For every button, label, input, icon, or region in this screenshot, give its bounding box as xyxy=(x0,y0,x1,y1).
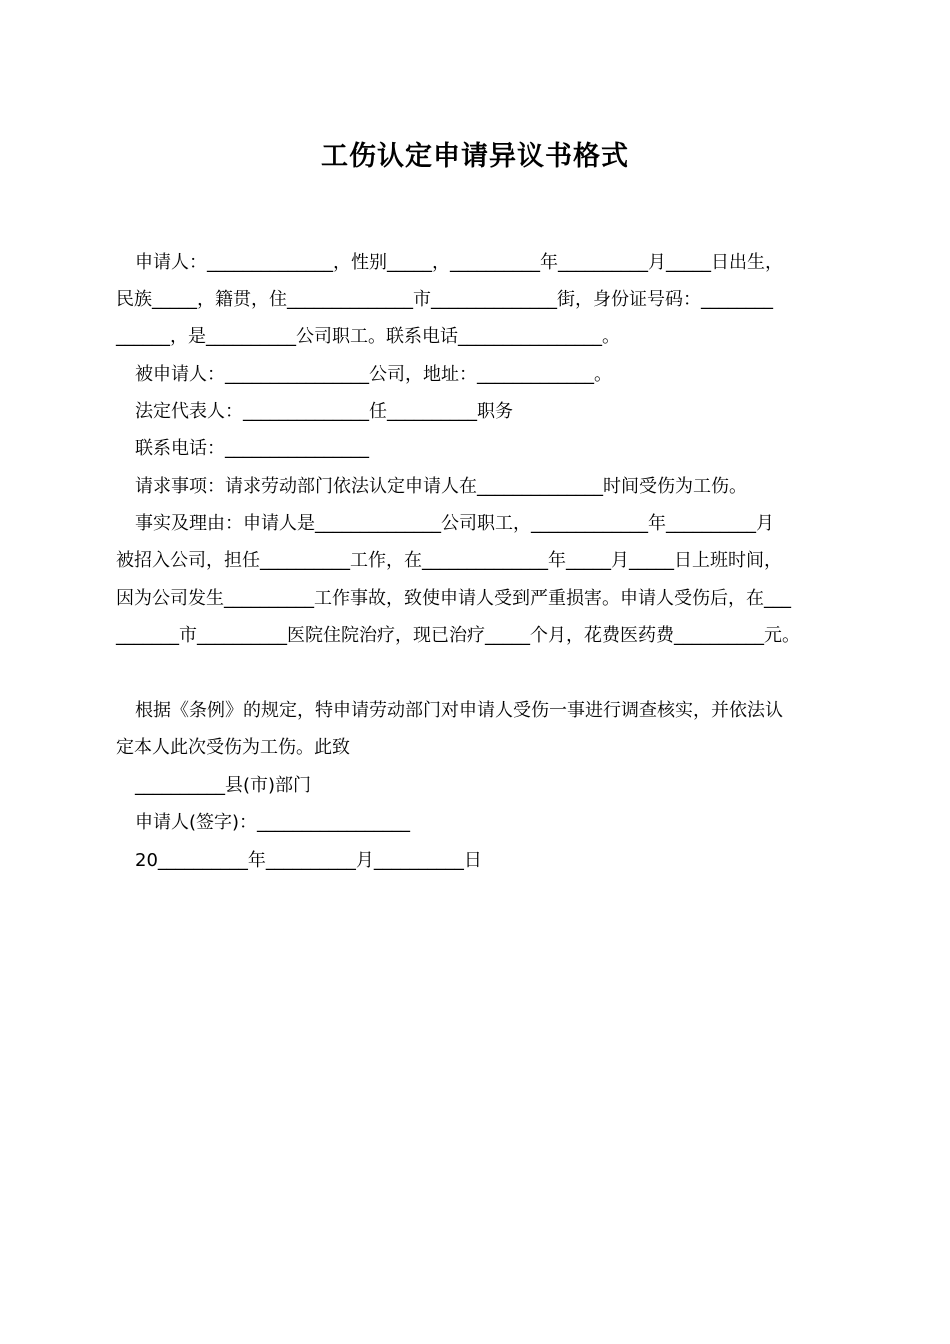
basis-line-1: 根据《条例》的规定，特申请劳动部门对申请人受伤一事进行调查核实，并依法认 xyxy=(135,700,783,721)
document-title: 工伤认定申请异议书格式 xyxy=(321,141,629,172)
basis-line-2: 定本人此次受伤为工伤。此致 xyxy=(116,737,350,758)
legal-representative-line: 法定代表人：______________任__________职务 xyxy=(135,401,513,422)
applicant-info-line-3: ______，是__________公司职工。联系电话________________。 xyxy=(116,326,620,347)
date-line: 20__________年__________月__________日 xyxy=(135,850,482,871)
contact-phone-line: 联系电话：________________ xyxy=(135,438,369,459)
request-line: 请求事项：请求劳动部门依法认定申请人在______________时间受伤为工伤。 xyxy=(135,476,747,497)
recipient-department-line: __________县(市)部门 xyxy=(135,775,312,796)
facts-line-3: 因为公司发生__________工作事故，致使申请人受到严重损害。申请人受伤后，在___ xyxy=(116,588,791,609)
facts-line-1: 事实及理由：申请人是______________公司职工，_____________年__________月 xyxy=(135,513,774,534)
respondent-line: 被申请人：________________公司，地址：_____________。 xyxy=(135,364,612,385)
facts-line-2: 被招入公司，担任__________工作，在______________年_____月_____日上班时间， xyxy=(116,550,782,571)
signature-line: 申请人(签字)：_________________ xyxy=(135,812,411,833)
applicant-info-line-2: 民族_____，籍贯，住______________市______________街，身份证号码：________ xyxy=(116,289,773,310)
applicant-info-line-1: 申请人：______________，性别_____，__________年__________月_____日出生， xyxy=(135,252,783,273)
facts-line-4: _______市__________医院住院治疗，现已治疗_____个月，花费医药费__________元。 xyxy=(116,625,800,646)
